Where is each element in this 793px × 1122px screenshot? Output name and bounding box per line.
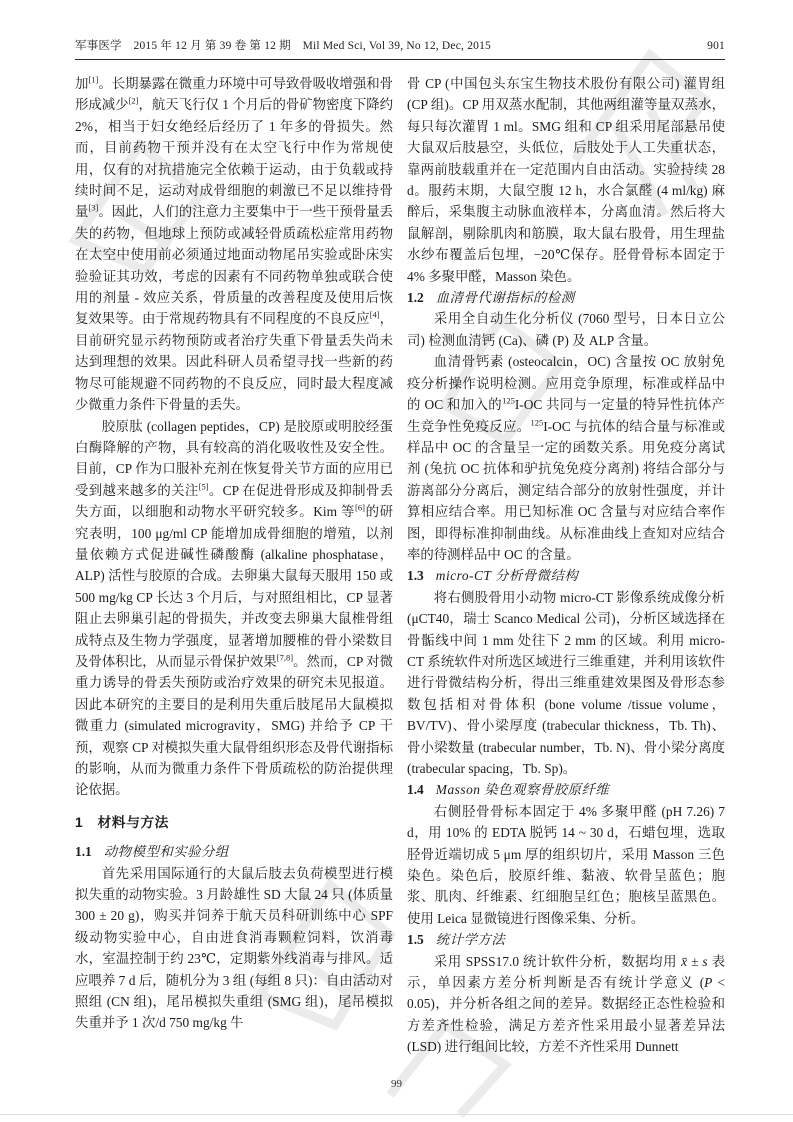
journal-issue-line: 军事医学 2015 年 12 月 第 39 卷 第 12 期 Mil Med Sci, Vol 39, No 12, Dec, 2015 xyxy=(75,40,491,52)
paragraph xyxy=(75,416,393,801)
subsection-heading xyxy=(407,565,725,586)
right-column xyxy=(407,73,725,1058)
article-body xyxy=(75,73,725,1058)
subsection-title: micro-CT 分析骨微结构 xyxy=(435,568,579,584)
paragraph xyxy=(407,73,725,287)
footer-page-number: 99 xyxy=(391,1078,402,1090)
text-run: P xyxy=(704,975,713,991)
paragraph xyxy=(407,587,725,780)
text-run: 。长期暴露在微重力环境中可导致骨吸收增强和骨形成减少 xyxy=(75,76,394,113)
reference-superscript: [4] xyxy=(369,310,380,320)
reference-superscript: [2] xyxy=(128,95,139,106)
text-run: 血清骨钙素 (osteocalcin，OC) 含量按 OC 放射免疫分析操作说明检测。应用竞争原理，标准或样品中的 OC 和加入的 xyxy=(407,354,725,413)
text-run: 。然而，CP 对微重力诱导的骨丢失预防或治疗效果的研究未见报道。因此本研究的主要目的是利用失重后肢尾吊大鼠模拟微重力 (simulated microgravity，SMG) 并给予 CP 干预，观察 CP 对模拟失重大鼠骨组织形态及骨代谢指标的影响，从而为微重力条件下骨质疏松的防治提供理论依据。 xyxy=(75,653,394,798)
paragraph xyxy=(75,863,393,1034)
text-run: 表示，单因素方差分析判断是否有统计学意义 ( xyxy=(407,953,725,991)
subsection-title: 统计学方法 xyxy=(435,932,506,948)
page-footer xyxy=(0,1078,793,1090)
text-run: 骨 CP (中国包头东宝生物技术股份有限公司) 灌胃组 (CP 组)。CP 用双蒸水配制，其他两组灌等量双蒸水，每只每次灌胃 1 ml。SMG 组和 CP 组采用尾部悬吊使大鼠双后肢悬空，头低位，后肢处于人工失重状态，靠两前肢载重并在一定范围内自由活动。实验持续 28 d。服药末期，大鼠空腹 12 h，水合氯醛 (4 ml/kg) 麻醉后，采集腹主动脉血液样本，分离血清。然后将大鼠解剖，剔除肌肉和筋膜，取大鼠右股骨，用生理盐水纱布覆盖后包埋，−20℃保存。胫骨骨标本固定于 4% 多聚甲醛，Masson 染色。 xyxy=(407,76,725,284)
paragraph xyxy=(75,73,393,416)
text-run: ，航天飞行仅 1 个月后的骨矿物密度下降约 2%，相当于妇女绝经后经历了 1 年多的骨损失。然而，目前药物干预并没有在太空飞行中作为常规使用，仅有的对抗措施完全依赖于运动，由于负载或持续时间不足，运动对成骨细胞的刺激已不足以维持骨量 xyxy=(75,97,393,220)
section-heading: 1 材料与方法 xyxy=(75,814,169,830)
text-run: I-OC 共同与一定量的特异性抗体产生竞争性免疫反应。 xyxy=(407,397,726,434)
scan-edge-line xyxy=(0,1114,793,1115)
left-column xyxy=(75,73,393,1058)
subsection-number: 1.1 xyxy=(75,844,92,860)
paragraph xyxy=(407,801,725,929)
subsection-title: 动物模型和实验分组 xyxy=(103,844,229,860)
header-page-number: 901 xyxy=(707,40,725,52)
text-run: < 0.05)，并分析各组之间的差异。数据经正态性检验和方差齐性检验，满足方差齐性采用最小显著差异法 (LSD) 进行组间比较，方差不齐性采用 Dunnett xyxy=(407,975,725,1055)
reference-superscript: [7,8] xyxy=(276,652,294,663)
subsection-number: 1.5 xyxy=(407,932,424,948)
subsection-title: 血清骨代谢指标的检测 xyxy=(435,290,575,306)
text-run: 采用全自动生化分析仪 (7060 型号，日本日立公司) 检测血清钙 (Ca)、磷 (P) 及 ALP 含量。 xyxy=(407,311,725,348)
text-run: x̄ ± s xyxy=(681,953,708,969)
paragraph xyxy=(407,308,725,351)
subsection-heading xyxy=(407,929,725,950)
reference-superscript: 125 xyxy=(530,417,544,428)
reference-superscript: [5] xyxy=(198,481,209,492)
text-run: 将右侧股骨用小动物 micro-CT 影像系统成像分析 (μCT40，瑞士 Scanco Medical 公司)，分析区域选择在骨骺线中间 1 mm 处往下 2 mm 的区域。利用 micro-CT 系统软件对所选区域进行三维重建，并利用该软件进行骨微结构分析，得出三维重建效果图及骨形态参数包括相对骨体积 (bone volume /tissue volume，BV/TV)、骨小梁厚度 (trabecular thickness，Tb. Th)、骨小梁数量 (trabecular number，Tb. N)、骨小梁分离度 (trabecular spacing，Tb. Sp)。 xyxy=(407,589,725,776)
subsection-heading xyxy=(75,841,393,862)
page-header xyxy=(75,37,725,53)
reference-superscript: [6] xyxy=(355,502,365,513)
text-run: 右侧胫骨骨标本固定于 4% 多聚甲醛 (pH 7.26) 7 d，用 10% 的 EDTA 脱钙 14 ~ 30 d，石蜡包埋，选取胫骨近端切成 5 μm 厚的组织切片，采用 Masson 三色染色。染色后，胶原纤维、黏液、软骨呈蓝色；胞浆、肌肉、纤维素、红细胞呈红色；胞核呈蓝黑色。使用 Leica 显微镜进行图像采集、分析。 xyxy=(407,803,725,926)
reference-superscript: [3] xyxy=(88,202,99,213)
header-divider xyxy=(75,59,725,60)
paragraph xyxy=(407,951,725,1058)
subsection-heading xyxy=(407,779,725,800)
reference-superscript: [1] xyxy=(88,74,99,85)
text-run: I-OC 与抗体的结合量与标准或样品中 OC 的含量呈一定的函数关系。用免疫分离试剂 (兔抗 OC 抗体和驴抗兔免疫分离剂) 将结合部分与游离部分分离后，测定结合部分的放射性强度，并计算相应结合率。用已知标准 OC 含量与对应结合率作图，即得标准抑制曲线。从标准曲线上查知对应结合率的待测样品中 OC 的含量。 xyxy=(407,418,725,562)
subsection-number: 1.4 xyxy=(407,782,424,798)
subsection-number: 1.2 xyxy=(407,290,424,306)
text-run: 胶原肽 (collagen peptides，CP) 是胶原或明胶经蛋白酶降解的产物，具有较高的消化吸收性及安全性。目前，CP 作为口服补充剂在恢复骨关节方面的应用已受到越来越多的关注 xyxy=(75,418,393,498)
subsection-heading xyxy=(407,287,725,308)
text-run: 的研究表明，100 μg/ml CP 能增加成骨细胞的增殖，以剂量依赖方式促进碱性磷酸酶 (alkaline phosphatase，ALP) 活性与胶原的合成。去卵巢大鼠每天服用 150 或 500 mg/kg CP 长达 3 个月后，与对照组相比，CP 显著阻止去卵巢引起的骨损失，并改变去卵巢大鼠椎骨组成特点及生物力学强度，显著增加腰椎的骨小梁数目及骨体积比，从而显示骨保护效果 xyxy=(75,504,393,669)
text-run: 首先采用国际通行的大鼠后肢去负荷模型进行模拟失重的动物实验。3 月龄雄性 SD 大鼠 24 只 (体质量 300 ± 20 g)，购买并饲养于航天员科研训练中心 SPF 级动物实验中心，自由进食消毒颗粒饲料，饮消毒水，室温控制于约 23℃，定期紫外线消毒与排风。适应喂养 7 d 后，随机分为 3 组 (每组 8 只)：自由活动对照组 (CN 组)，尾吊模拟失重组 (SMG 组)，尾吊模拟失重并予 1 次/d 750 mg/kg 牛 xyxy=(75,865,393,1031)
text-run: 加 xyxy=(75,76,89,91)
subsection-title: Masson 染色观察骨胶原纤维 xyxy=(435,782,610,798)
subsection-number: 1.3 xyxy=(407,568,424,584)
text-run: 采用 SPSS17.0 统计软件分析，数据均用 xyxy=(433,953,682,969)
paragraph xyxy=(407,351,725,565)
text-run: ，目前研究显示药物预防或者治疗失重下骨量丢失尚未达到理想的效果。因此科研人员希望寻找一些新的药物尽可能规避不同药物的不良反应，同时最大程度减少微重力条件下骨量的丢失。 xyxy=(75,311,394,413)
text-run: 。因此，人们的注意力主要集中于一些干预骨量丢失的药物，但地球上预防或减轻骨质疏松症常用药物在太空中使用前必须通过地面动物尾吊实验或卧床实验验证其功效，考虑的因素有不同药物单独或联合使用的剂量 - 效应关系，骨质量的改善程度及使用后恢复效果等。由于常规药物具有不同程度的不良反应 xyxy=(75,204,394,327)
text-run: 。CP 在促进骨形成及抑制骨丢失方面，以细胞和动物水平研究较多。Kim 等 xyxy=(75,482,393,520)
reference-superscript: 125 xyxy=(502,395,515,406)
